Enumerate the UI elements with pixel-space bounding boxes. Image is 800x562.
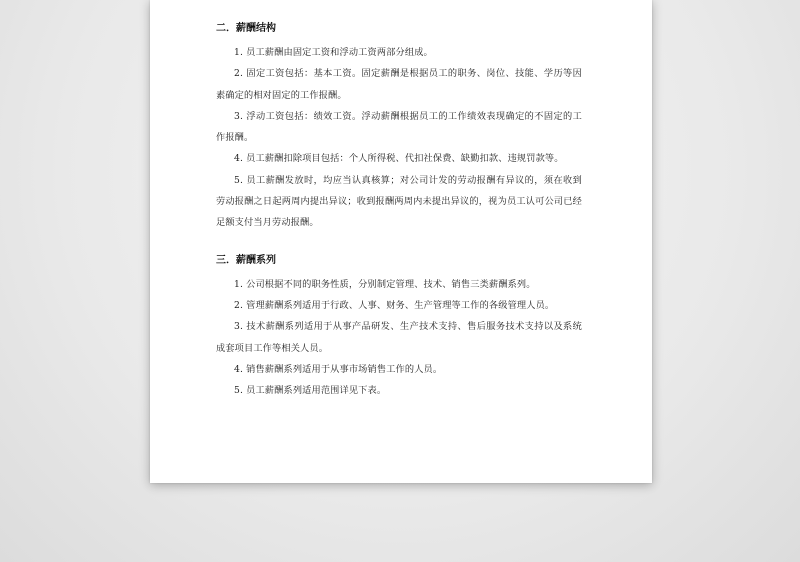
paragraph: 3. 浮动工资包括：绩效工资。浮动薪酬根据员工的工作绩效表现确定的不固定的工作报酬。 xyxy=(216,110,582,144)
paragraph: 5. 员工薪酬发放时，均应当认真核算；对公司计发的劳动报酬有异议的，须在收到劳动报酬之日起两周内提出异议；收到报酬两周内未提出异议的，视为员工认可公司已经足额支付当月劳动报酬。 xyxy=(216,174,582,229)
paragraph: 5. 员工薪酬系列适用范围详见下表。 xyxy=(234,385,387,397)
paragraph: 2. 管理薪酬系列适用于行政、人事、财务、生产管理等工作的各级管理人员。 xyxy=(234,299,555,311)
section-heading: 二．薪酬结构 xyxy=(216,23,276,34)
section-salary-structure xyxy=(216,22,582,234)
section-salary-series xyxy=(216,254,582,402)
paragraph: 3. 技术薪酬系列适用于从事产品研发、生产技术支持、售后服务技术支持以及系统成套项目工作等相关人员。 xyxy=(216,321,582,354)
paragraph: 1. 员工薪酬由固定工资和浮动工资两部分组成。 xyxy=(234,47,433,58)
document-page xyxy=(150,0,652,483)
paragraph: 1. 公司根据不同的职务性质，分别制定管理、技术、销售三类薪酬系列。 xyxy=(234,278,536,290)
section-heading: 三．薪酬系列 xyxy=(216,254,276,266)
paragraph: 4. 员工薪酬扣除项目包括：个人所得税、代扣社保费、缺勤扣款、违规罚款等。 xyxy=(234,153,564,165)
paragraph: 2. 固定工资包括：基本工资。固定薪酬是根据员工的职务、岗位、技能、学历等因素确定的相对固定的工作报酬。 xyxy=(216,68,582,101)
paragraph: 4. 销售薪酬系列适用于从事市场销售工作的人员。 xyxy=(234,363,443,375)
